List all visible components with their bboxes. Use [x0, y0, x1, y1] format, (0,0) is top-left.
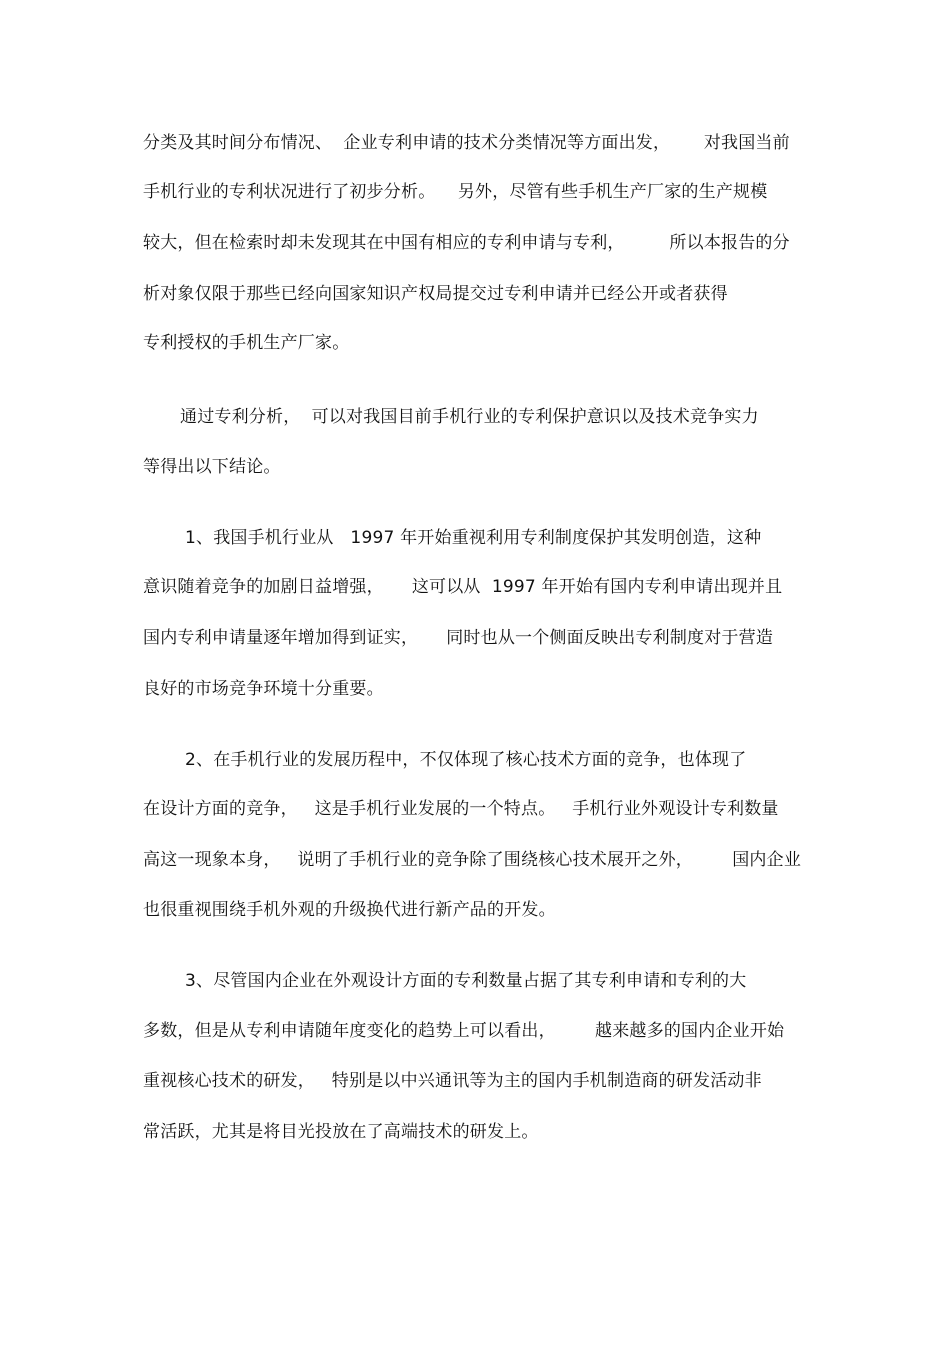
p4-line-4: 也很重视围绕手机外观的升级换代进行新产品的开发。	[143, 900, 556, 920]
p1-line-1: 分类及其时间分布情况、 企业专利申请的技术分类情况等方面出发， 对我国当前	[143, 133, 790, 153]
p2-line-2: 等得出以下结论。	[143, 457, 281, 477]
p1-line-3: 较大，但在检索时却未发现其在中国有相应的专利申请与专利， 所以本报告的分	[143, 233, 790, 253]
p1-line-5: 专利授权的手机生产厂家。	[143, 333, 350, 353]
p3-line-1: 1、我国手机行业从 1997 年开始重视利用专利制度保护其发明创造，这种	[185, 528, 762, 548]
p4-line-2: 在设计方面的竞争， 这是手机行业发展的一个特点。 手机行业外观设计专利数量	[143, 799, 779, 819]
p2-line-1: 通过专利分析， 可以对我国目前手机行业的专利保护意识以及技术竞争实力	[180, 407, 759, 427]
p4-line-1: 2、在手机行业的发展历程中，不仅体现了核心技术方面的竞争，也体现了	[185, 750, 747, 770]
p1-line-2: 手机行业的专利状况进行了初步分析。 另外，尽管有些手机生产厂家的生产规模	[143, 182, 768, 202]
p4-line-3: 高这一现象本身， 说明了手机行业的竞争除了围绕核心技术展开之外， 国内企业	[143, 850, 802, 870]
p1-line-4: 析对象仅限于那些已经向国家知识产权局提交过专利申请并已经公开或者获得	[143, 284, 728, 304]
p3-line-2: 意识随着竞争的加剧日益增强， 这可以从 1997 年开始有国内专利申请出现并且	[143, 577, 783, 597]
p5-line-2: 多数，但是从专利申请随年度变化的趋势上可以看出， 越来越多的国内企业开始	[143, 1021, 785, 1041]
p5-line-4: 常活跃，尤其是将目光投放在了高端技术的研发上。	[143, 1122, 539, 1142]
p3-line-4: 良好的市场竞争环境十分重要。	[143, 679, 384, 699]
p5-line-3: 重视核心技术的研发， 特别是以中兴通讯等为主的国内手机制造商的研发活动非	[143, 1071, 762, 1091]
p5-line-1: 3、尽管国内企业在外观设计方面的专利数量占据了其专利申请和专利的大	[185, 971, 747, 991]
p3-line-3: 国内专利申请量逐年增加得到证实， 同时也从一个侧面反映出专利制度对于营造	[143, 628, 774, 648]
